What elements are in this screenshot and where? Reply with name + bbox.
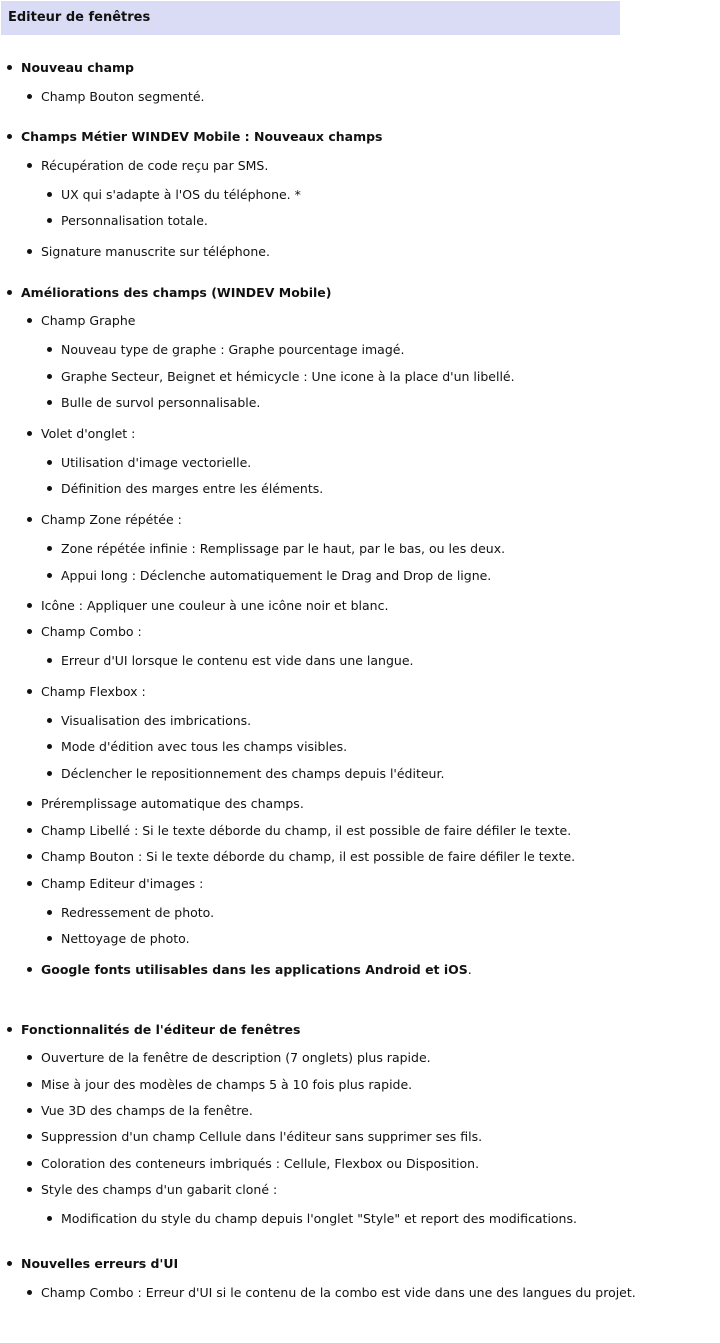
bullet-icon (27, 1082, 32, 1087)
list-item (61, 712, 251, 730)
list-item-text: Champ Zone répétée : (41, 512, 182, 527)
list-item-text: Erreur d'UI lorsque le contenu est vide dans une langue. (61, 653, 414, 668)
list-item-text: Appui long : Déclenche automatiquement le Drag and Drop de ligne. (61, 568, 492, 583)
bullet-icon (47, 771, 52, 776)
list-item-text: Vue 3D des champs de la fenêtre. (41, 1103, 253, 1118)
bullet-icon (47, 658, 52, 663)
list-item (61, 454, 251, 472)
list-item-text: Style des champs d'un gabarit cloné : (41, 1182, 278, 1197)
list-item-text: Coloration des conteneurs imbriqués : Cellule, Flexbox ou Disposition. (41, 1156, 480, 1171)
bullet-icon (47, 744, 52, 749)
list-item (41, 597, 388, 615)
list-item (41, 848, 575, 866)
list-item-text: Champ Bouton : Si le texte déborde du champ, il est possible de faire défiler le texte. (41, 849, 576, 864)
bullet-icon (27, 318, 32, 323)
list-item-text: Zone répétée infinie : Remplissage par le haut, par le bas, ou les deux. (61, 541, 506, 556)
list-item-text: Suppression d'un champ Cellule dans l'éditeur sans supprimer ses fils. (41, 1129, 483, 1144)
list-item (61, 738, 347, 756)
list-item (21, 284, 332, 302)
list-item (61, 186, 301, 204)
bullet-icon (47, 910, 52, 915)
list-item-text: Modification du style du champ depuis l'onglet "Style" et report des modifications. (61, 1211, 577, 1226)
list-item (21, 128, 383, 146)
list-item-text: Google fonts utilisables dans les applications Android et iOS (41, 962, 468, 977)
bullet-icon (47, 573, 52, 578)
bullet-icon (27, 1134, 32, 1139)
list-item (41, 623, 142, 641)
bullet-icon (27, 1161, 32, 1166)
list-item (41, 1181, 277, 1199)
list-item-suffix: . (467, 962, 472, 977)
list-item-text: Champ Editeur d'images : (41, 876, 204, 891)
bullet-icon (27, 1290, 32, 1295)
bullet-icon (47, 936, 52, 941)
list-item (41, 425, 135, 443)
list-item-text: Champ Bouton segmenté. (41, 89, 205, 104)
list-item (41, 961, 472, 979)
list-item (41, 795, 304, 813)
list-item-text: Récupération de code reçu par SMS. (41, 158, 269, 173)
list-item-text: Visualisation des imbrications. (61, 713, 252, 728)
bullet-icon (27, 1187, 32, 1192)
list-item-text: Nouveau champ (21, 60, 134, 75)
bullet-icon (27, 1055, 32, 1060)
list-item-text: Signature manuscrite sur téléphone. (41, 244, 270, 259)
bullet-icon (27, 431, 32, 436)
list-item (61, 567, 491, 585)
list-item (41, 511, 182, 529)
list-item-text: Mise à jour des modèles de champs 5 à 10 fois plus rapide. (41, 1077, 413, 1092)
list-item (41, 157, 268, 175)
list-item (61, 341, 404, 359)
list-item (61, 368, 515, 386)
list-item-text: UX qui s'adapte à l'OS du téléphone. * (61, 187, 301, 202)
bullet-icon (27, 967, 32, 972)
list-item-text: Utilisation d'image vectorielle. (61, 455, 252, 470)
list-item-text: Améliorations des champs (WINDEV Mobile) (21, 285, 332, 300)
list-item-text: Personnalisation totale. (61, 213, 208, 228)
bullet-icon (7, 134, 12, 139)
list-item-text: Champ Flexbox : (41, 684, 146, 699)
bullet-icon (7, 1261, 12, 1266)
bullet-icon (27, 629, 32, 634)
list-item (41, 243, 270, 261)
list-item (41, 1076, 412, 1094)
list-item (41, 1155, 479, 1173)
list-item-text: Champs Métier WINDEV Mobile : Nouveaux champs (21, 129, 383, 144)
bullet-icon (47, 460, 52, 465)
list-item (61, 652, 414, 670)
list-item (41, 1102, 253, 1120)
list-item (61, 480, 323, 498)
list-item (41, 312, 135, 330)
list-item (61, 212, 208, 230)
list-item-text: Volet d'onglet : (41, 426, 136, 441)
list-item (61, 540, 505, 558)
bullet-icon (27, 249, 32, 254)
bullet-icon (47, 347, 52, 352)
bullet-icon (47, 192, 52, 197)
list-item-text: Mode d'édition avec tous les champs visibles. (61, 739, 348, 754)
list-item-text: Nettoyage de photo. (61, 931, 190, 946)
list-item-text: Nouvelles erreurs d'UI (21, 1256, 179, 1271)
list-item-text: Champ Graphe (41, 313, 136, 328)
list-item (41, 88, 204, 106)
list-item-text: Fonctionnalités de l'éditeur de fenêtres (21, 1022, 301, 1037)
list-item (41, 1049, 431, 1067)
list-item (41, 1284, 636, 1302)
bullet-icon (27, 881, 32, 886)
list-item-text: Ouverture de la fenêtre de description (7 onglets) plus rapide. (41, 1050, 431, 1065)
list-item-text: Champ Combo : (41, 624, 142, 639)
list-item (41, 822, 571, 840)
bullet-icon (27, 854, 32, 859)
list-item-text: Définition des marges entre les éléments. (61, 481, 324, 496)
bullet-icon (27, 689, 32, 694)
list-item (41, 683, 146, 701)
bullet-icon (7, 1027, 12, 1032)
bullet-icon (47, 400, 52, 405)
bullet-icon (7, 65, 12, 70)
bullet-icon (27, 828, 32, 833)
list-item (21, 1255, 178, 1273)
list-item (61, 765, 444, 783)
list-item-text: Nouveau type de graphe : Graphe pourcentage imagé. (61, 342, 405, 357)
list-item-text: Icône : Appliquer une couleur à une icône noir et blanc. (41, 598, 389, 613)
bullet-icon (47, 718, 52, 723)
list-item (61, 904, 214, 922)
list-item (21, 1021, 300, 1039)
bullet-icon (27, 517, 32, 522)
bullet-icon (47, 546, 52, 551)
list-item-text: Champ Combo : Erreur d'UI si le contenu de la combo est vide dans une des langues du projet. (41, 1285, 636, 1300)
page-title: Editeur de fenêtres (1, 1, 620, 35)
list-item-text: Graphe Secteur, Beignet et hémicycle : Une icone à la place d'un libellé. (61, 369, 515, 384)
bullet-icon (27, 801, 32, 806)
bullet-icon (27, 1108, 32, 1113)
bullet-icon (27, 603, 32, 608)
bullet-icon (27, 94, 32, 99)
bullet-icon (27, 163, 32, 168)
list-item-text: Champ Libellé : Si le texte déborde du champ, il est possible de faire défiler le texte. (41, 823, 572, 838)
list-item-text: Préremplissage automatique des champs. (41, 796, 304, 811)
list-item (61, 930, 190, 948)
list-item-text: Redressement de photo. (61, 905, 215, 920)
bullet-icon (7, 290, 12, 295)
list-item-text: Déclencher le repositionnement des champs depuis l'éditeur. (61, 766, 445, 781)
bullet-icon (47, 1216, 52, 1221)
bullet-icon (47, 218, 52, 223)
list-item (41, 1128, 482, 1146)
list-item (61, 1210, 577, 1228)
list-item (21, 59, 134, 77)
list-item-text: Bulle de survol personnalisable. (61, 395, 261, 410)
list-item (61, 394, 260, 412)
bullet-icon (47, 486, 52, 491)
bullet-icon (47, 374, 52, 379)
list-item (41, 875, 203, 893)
